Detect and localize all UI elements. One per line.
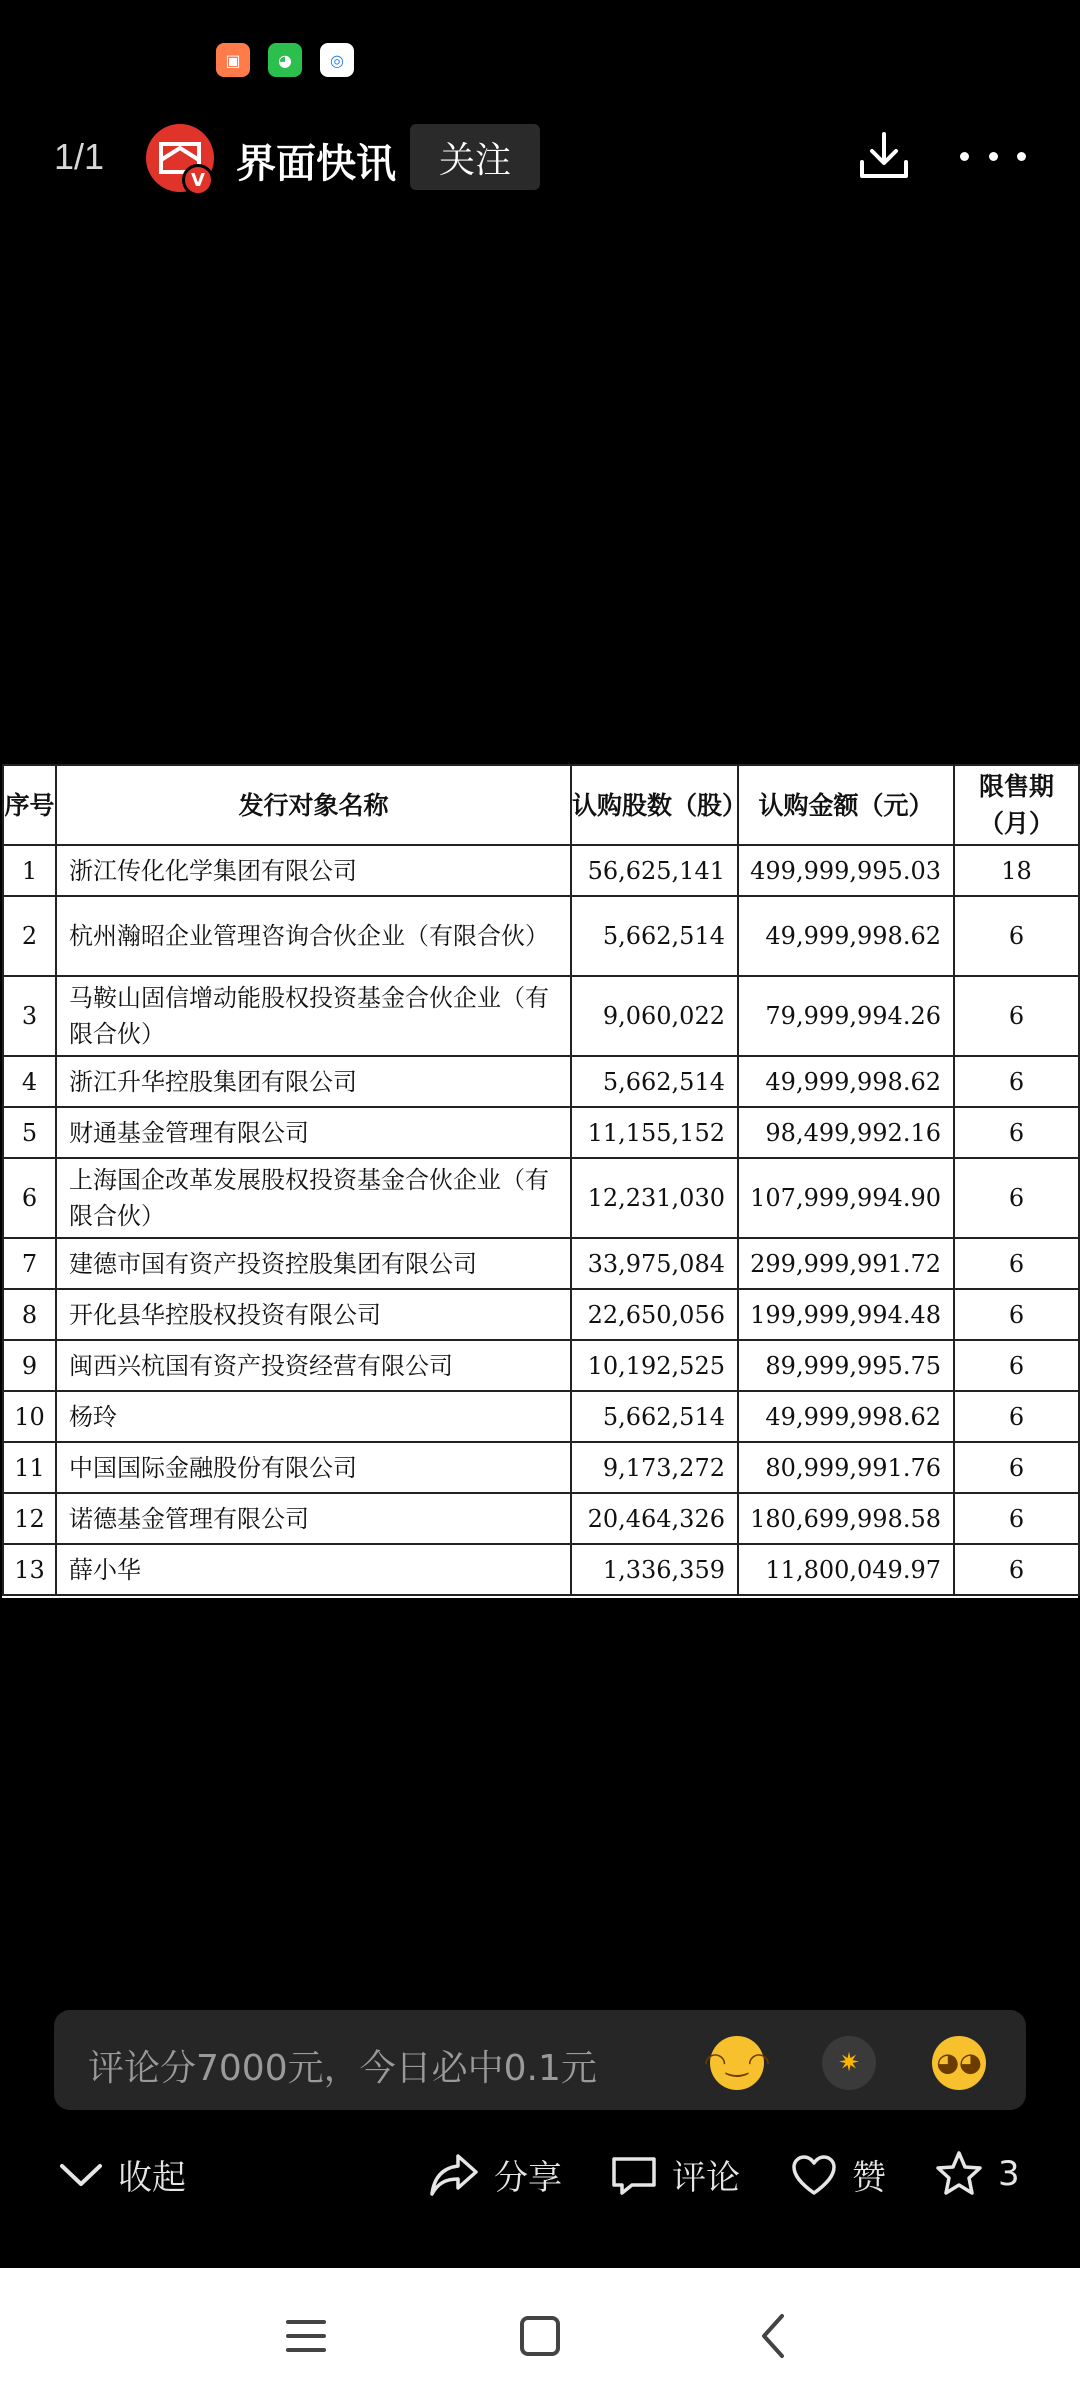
more-dot-icon xyxy=(1017,152,1026,161)
row-index: 1 xyxy=(3,845,56,896)
action-bar xyxy=(0,2136,1080,2216)
table-row xyxy=(3,1238,1079,1289)
row-amount: 49,999,998.62 xyxy=(738,1391,954,1442)
row-amount: 107,999,994.90 xyxy=(738,1158,954,1238)
row-index: 7 xyxy=(3,1238,56,1289)
row-lock: 6 xyxy=(954,1107,1079,1158)
collapse-label: 收起 xyxy=(118,2158,186,2198)
row-amount: 49,999,998.62 xyxy=(738,1056,954,1107)
row-amount: 79,999,994.26 xyxy=(738,976,954,1056)
row-amount: 299,999,991.72 xyxy=(738,1238,954,1289)
row-amount: 11,800,049.97 xyxy=(738,1544,954,1595)
row-name: 诺德基金管理有限公司 xyxy=(56,1493,571,1544)
favorite-count: 3 xyxy=(998,2154,1020,2194)
row-name: 马鞍山固信增动能股权投资基金合伙企业（有限合伙） xyxy=(56,976,571,1056)
follow-button[interactable]: 关注 xyxy=(410,124,540,190)
table-row xyxy=(3,896,1079,976)
row-lock: 6 xyxy=(954,1238,1079,1289)
row-amount: 49,999,998.62 xyxy=(738,896,954,976)
table-row xyxy=(3,1442,1079,1493)
table-row xyxy=(3,976,1079,1056)
comment-input[interactable] xyxy=(54,2010,1026,2110)
row-lock: 6 xyxy=(954,1493,1079,1544)
menu-button[interactable] xyxy=(276,2308,336,2364)
status-bar xyxy=(216,40,354,80)
row-amount: 80,999,991.76 xyxy=(738,1442,954,1493)
more-button[interactable] xyxy=(960,126,1026,186)
back-chevron-icon xyxy=(744,2308,804,2364)
verified-badge: V xyxy=(182,164,214,196)
row-shares: 1,336,359 xyxy=(571,1544,738,1595)
row-shares: 9,060,022 xyxy=(571,976,738,1056)
row-index: 4 xyxy=(3,1056,56,1107)
covering-mouth-emoji-icon[interactable]: ◠‿◠ xyxy=(710,2036,764,2090)
row-shares: 20,464,326 xyxy=(571,1493,738,1544)
row-shares: 5,662,514 xyxy=(571,896,738,976)
favorite-button[interactable] xyxy=(934,2150,1020,2198)
table-row xyxy=(3,1493,1079,1544)
comment-icon xyxy=(610,2153,658,2197)
row-index: 12 xyxy=(3,1493,56,1544)
row-amount: 180,699,998.58 xyxy=(738,1493,954,1544)
row-name: 上海国企改革发展股权投资基金合伙企业（有限合伙） xyxy=(56,1158,571,1238)
row-index: 2 xyxy=(3,896,56,976)
row-index: 5 xyxy=(3,1107,56,1158)
row-name: 杨玲 xyxy=(56,1391,571,1442)
row-index: 11 xyxy=(3,1442,56,1493)
document-image[interactable] xyxy=(2,764,1078,1598)
row-shares: 12,231,030 xyxy=(571,1158,738,1238)
row-lock: 18 xyxy=(954,845,1079,896)
row-name: 财通基金管理有限公司 xyxy=(56,1107,571,1158)
row-name: 闽西兴杭国有资产投资经营有限公司 xyxy=(56,1340,571,1391)
row-lock: 6 xyxy=(954,1056,1079,1107)
menu-icon xyxy=(276,2308,336,2364)
row-shares: 5,662,514 xyxy=(571,1391,738,1442)
share-label: 分享 xyxy=(494,2158,562,2198)
download-button[interactable] xyxy=(854,126,914,186)
viewer-header xyxy=(0,120,1080,196)
row-name: 开化县华控股权投资有限公司 xyxy=(56,1289,571,1340)
system-nav-bar xyxy=(0,2268,1080,2400)
row-amount: 98,499,992.16 xyxy=(738,1107,954,1158)
header-lock: 限售期（月） xyxy=(954,765,1079,845)
header-shares: 认购股数（股） xyxy=(571,765,738,845)
row-shares: 56,625,141 xyxy=(571,845,738,896)
download-icon xyxy=(854,126,914,186)
like-label: 赞 xyxy=(852,2158,886,2198)
row-amount: 89,999,995.75 xyxy=(738,1340,954,1391)
subscription-table xyxy=(2,764,1080,1596)
heart-icon xyxy=(790,2153,838,2197)
row-lock: 6 xyxy=(954,1158,1079,1238)
share-button[interactable] xyxy=(428,2150,562,2199)
row-index: 3 xyxy=(3,976,56,1056)
row-shares: 33,975,084 xyxy=(571,1238,738,1289)
account-name[interactable]: 界面快讯 xyxy=(236,141,396,187)
comment-label: 评论 xyxy=(672,2158,740,2198)
row-name: 中国国际金融股份有限公司 xyxy=(56,1442,571,1493)
row-lock: 6 xyxy=(954,1289,1079,1340)
row-lock: 6 xyxy=(954,976,1079,1056)
comment-placeholder: 评论分7000元，今日必中0.1元 xyxy=(88,2048,597,2089)
row-name: 浙江传化化学集团有限公司 xyxy=(56,845,571,896)
row-shares: 10,192,525 xyxy=(571,1340,738,1391)
page-counter: 1/1 xyxy=(54,136,105,177)
like-button[interactable] xyxy=(790,2150,886,2199)
back-button[interactable] xyxy=(744,2308,804,2364)
more-dot-icon xyxy=(960,152,969,161)
collapse-button[interactable] xyxy=(58,2150,186,2199)
row-index: 9 xyxy=(3,1340,56,1391)
row-shares: 22,650,056 xyxy=(571,1289,738,1340)
table-row xyxy=(3,1391,1079,1442)
row-amount: 199,999,994.48 xyxy=(738,1289,954,1340)
row-amount: 499,999,995.03 xyxy=(738,845,954,896)
table-row xyxy=(3,1544,1079,1595)
table-row xyxy=(3,845,1079,896)
header-index: 序号 xyxy=(3,765,56,845)
row-index: 13 xyxy=(3,1544,56,1595)
pleading-emoji-icon[interactable]: ◕◕ xyxy=(932,2036,986,2090)
row-name: 建德市国有资产投资控股集团有限公司 xyxy=(56,1238,571,1289)
row-lock: 6 xyxy=(954,1340,1079,1391)
row-lock: 6 xyxy=(954,1442,1079,1493)
table-row xyxy=(3,1289,1079,1340)
share-icon xyxy=(428,2152,480,2198)
row-index: 6 xyxy=(3,1158,56,1238)
table-row xyxy=(3,1056,1079,1107)
row-lock: 6 xyxy=(954,1544,1079,1595)
star-icon xyxy=(934,2150,984,2198)
header-amount: 认购金额（元） xyxy=(738,765,954,845)
more-dot-icon xyxy=(989,152,998,161)
row-name: 杭州瀚昭企业管理咨询合伙企业（有限合伙） xyxy=(56,896,571,976)
shop-icon: ▣ xyxy=(216,43,250,77)
row-shares: 5,662,514 xyxy=(571,1056,738,1107)
bomb-emoji-icon[interactable]: ✷ xyxy=(822,2036,876,2090)
comment-button[interactable] xyxy=(610,2150,740,2199)
table-row xyxy=(3,1340,1079,1391)
table-row xyxy=(3,1158,1079,1238)
chevron-down-icon xyxy=(58,2160,104,2190)
row-shares: 11,155,152 xyxy=(571,1107,738,1158)
header-name: 发行对象名称 xyxy=(56,765,571,845)
wechat-icon: ◕ xyxy=(268,43,302,77)
home-button[interactable] xyxy=(510,2308,570,2364)
row-lock: 6 xyxy=(954,1391,1079,1442)
row-lock: 6 xyxy=(954,896,1079,976)
row-name: 浙江升华控股集团有限公司 xyxy=(56,1056,571,1107)
row-index: 10 xyxy=(3,1391,56,1442)
china-mobile-icon: ◎ xyxy=(320,43,354,77)
table-row xyxy=(3,1107,1079,1158)
row-name: 薛小华 xyxy=(56,1544,571,1595)
row-shares: 9,173,272 xyxy=(571,1442,738,1493)
row-index: 8 xyxy=(3,1289,56,1340)
home-square-icon xyxy=(510,2308,570,2364)
